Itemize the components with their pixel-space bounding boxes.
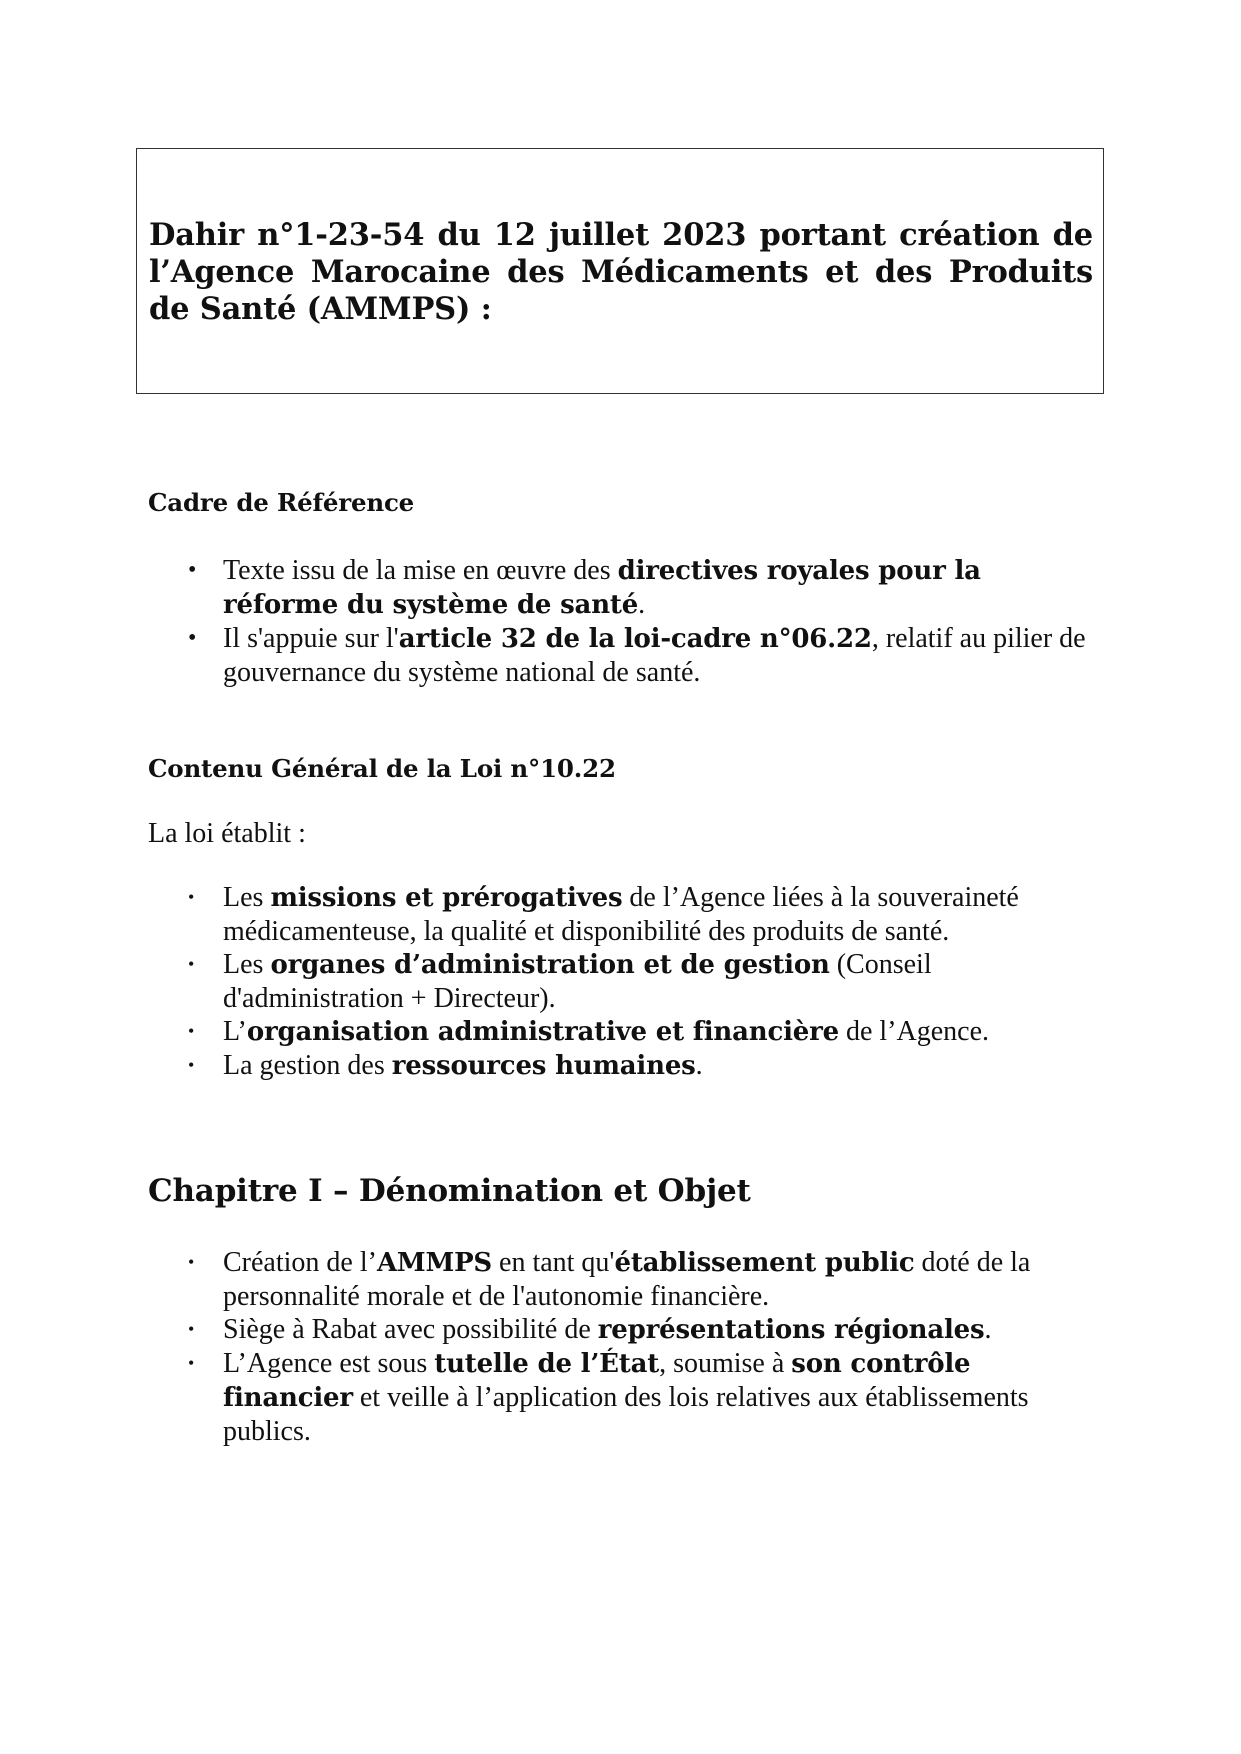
- list-item: • Les missions et prérogatives de l’Agence liées à la souveraineté médicamenteuse, la qualité et disponibilité des produits de santé.: [188, 882, 1019, 947]
- document-title: Dahir n°1-23-54 du 12 juillet 2023 portant création de l’Agence Marocaine des Médicaments et des Produits de Santé (AMMPS) :: [149, 217, 1093, 327]
- list-item: • Création de l’AMMPS en tant qu'établissement public doté de la personnalité morale et de l'autonomie financière.: [188, 1247, 1031, 1312]
- chapitre-list: [0, 1246, 1241, 1448]
- list-item: • Texte issu de la mise en œuvre des directives royales pour la réforme du système de santé.: [188, 555, 981, 620]
- bullet-icon: •: [188, 557, 197, 583]
- contenu-list: [0, 881, 1241, 1083]
- cadre-heading: Cadre de Référence: [148, 488, 415, 517]
- title-box: [136, 148, 1104, 394]
- list-item: • Siège à Rabat avec possibilité de représentations régionales.: [188, 1314, 992, 1345]
- list-item: • Il s'appuie sur l'article 32 de la loi-cadre n°06.22, relatif au pilier de gouvernance du système national de santé.: [188, 623, 1086, 688]
- list-item: • L’Agence est sous tutelle de l’État, soumise à son contrôle financier et veille à l’application des lois relatives aux établissements publics.: [188, 1348, 1029, 1447]
- list-item: • Les organes d’administration et de gestion (Conseil d'administration + Directeur).: [188, 949, 932, 1014]
- chapter-heading: Chapitre I – Dénomination et Objet: [148, 1173, 751, 1209]
- bullet-icon: •: [188, 954, 195, 974]
- contenu-heading: Contenu Général de la Loi n°10.22: [148, 754, 616, 783]
- bullet-icon: •: [188, 1319, 195, 1339]
- cadre-list: [0, 554, 1241, 689]
- bullet-icon: •: [188, 1353, 195, 1373]
- contenu-intro: La loi établit :: [148, 818, 306, 849]
- bullet-icon: •: [188, 1021, 195, 1041]
- bullet-icon: •: [188, 1055, 195, 1075]
- list-item: • L’organisation administrative et financière de l’Agence.: [188, 1016, 990, 1047]
- list-item: • La gestion des ressources humaines.: [188, 1050, 703, 1081]
- bullet-icon: •: [188, 887, 195, 907]
- bullet-icon: •: [188, 1252, 195, 1272]
- bullet-icon: •: [188, 625, 197, 651]
